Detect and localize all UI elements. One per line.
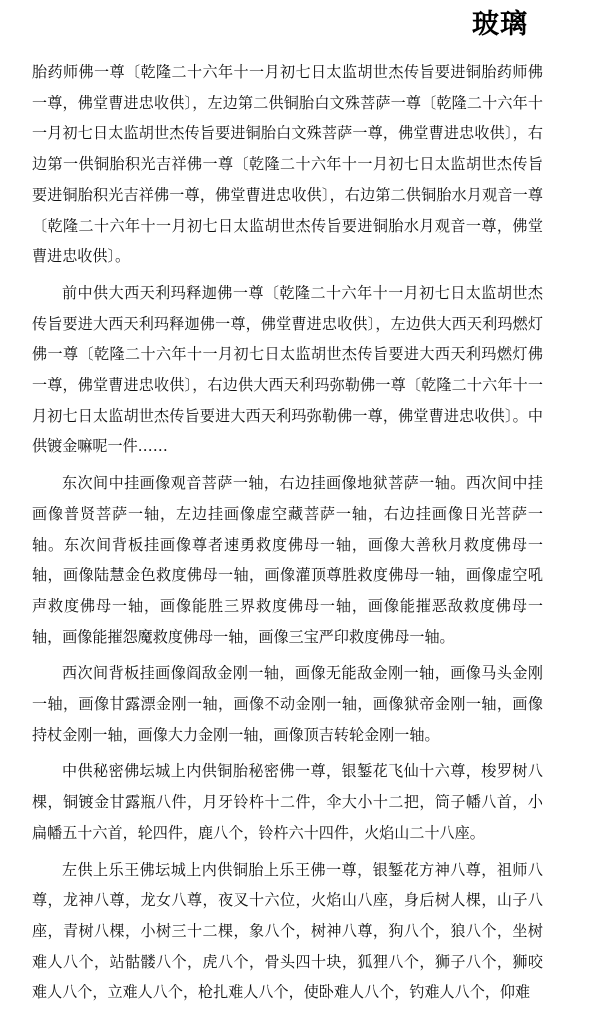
body-text — [32, 57, 543, 1014]
paragraph-6: 左供上乐王佛坛城上内供铜胎上乐王佛一尊，银錾花方神八尊，祖师八尊，龙神八尊，龙女八尊，夜叉十六位，火焰山八座，身后树人棵，山子八座，青树八棵，小树三十二棵，象八个，树神八尊，狗八个，狼八个，坐树难人八个，站骷髅八个，虎八个，骨头四十块，狐狸八个，狮子八个，狮咬难人八个，立难人八个，枪扎难人八个，使卧难人八个，钓难人八个，仰难 — [32, 860, 543, 1002]
running-title: 玻璃 — [472, 9, 528, 40]
paragraph-1: 胎药师佛一尊〔乾隆二十六年十一月初七日太监胡世杰传旨要进铜胎药师佛一尊，佛堂曹进忠收供〕，左边第二供铜胎白文殊菩萨一尊〔乾隆二十六年十一月初七日太监胡世杰传旨要进铜胎白文殊菩萨一尊，佛堂曹进忠收供〕，右边第一供铜胎积光吉祥佛一尊〔乾隆二十六年十一月初七日太监胡世杰传旨要进铜胎积光吉祥佛一尊，佛堂曹进忠收供〕，右边第二供铜胎水月观音一尊〔乾隆二十六年十一月初七日太监胡世杰传旨要进铜胎水月观音一尊，佛堂曹进忠收供〕。 — [32, 63, 543, 266]
paragraph-3: 东次间中挂画像观音菩萨一轴，右边挂画像地狱菩萨一轴。西次间中挂画像普贤菩萨一轴，左边挂画像虚空藏菩萨一轴，右边挂画像日光菩萨一轴。东次间背板挂画像尊者速勇救度佛母一轴，画像大善秋月救度佛母一轴，画像陆慧金色救度佛母一轴，画像灌顶尊胜救度佛母一轴，画像虚空吼声救度佛母一轴，画像能胜三界救度佛母一轴，画像能摧恶敌救度佛母一轴，画像能摧怨魔救度佛母一轴，画像三宝严印救度佛母一轴。 — [32, 474, 543, 646]
paragraph-5: 中供秘密佛坛城上内供铜胎秘密佛一尊，银錾花飞仙十六尊，梭罗树八棵，铜镀金甘露瓶八件，月牙铃杵十二件，伞大小十二把，筒子幡八首，小扁幡五十六首，轮四件，鹿八个，铃杵六十四件，火焰山二十八座。 — [32, 762, 543, 842]
paragraph-4: 西次间背板挂画像阎敌金刚一轴，画像无能敌金刚一轴，画像马头金刚一轴，画像甘露漂金刚一轴，画像不动金刚一轴，画像狱帝金刚一轴，画像持杖金刚一轴，画像大力金刚一轴，画像顶吉转轮金刚一轴。 — [32, 664, 543, 744]
paragraph-2: 前中供大西天利玛释迦佛一尊〔乾隆二十六年十一月初七日太监胡世杰传旨要进大西天利玛释迦佛一尊，佛堂曹进忠收供〕，左边供大西天利玛燃灯佛一尊〔乾隆二十六年十一月初七日太监胡世杰传旨要进大西天利玛燃灯佛一尊，佛堂曹进忠收供〕，右边供大西天利玛弥勒佛一尊〔乾隆二十六年十一月初七日太监胡世杰传旨要进大西天利玛弥勒佛一尊，佛堂曹进忠收供〕。中供镀金嘛呢一件…… — [32, 283, 543, 456]
